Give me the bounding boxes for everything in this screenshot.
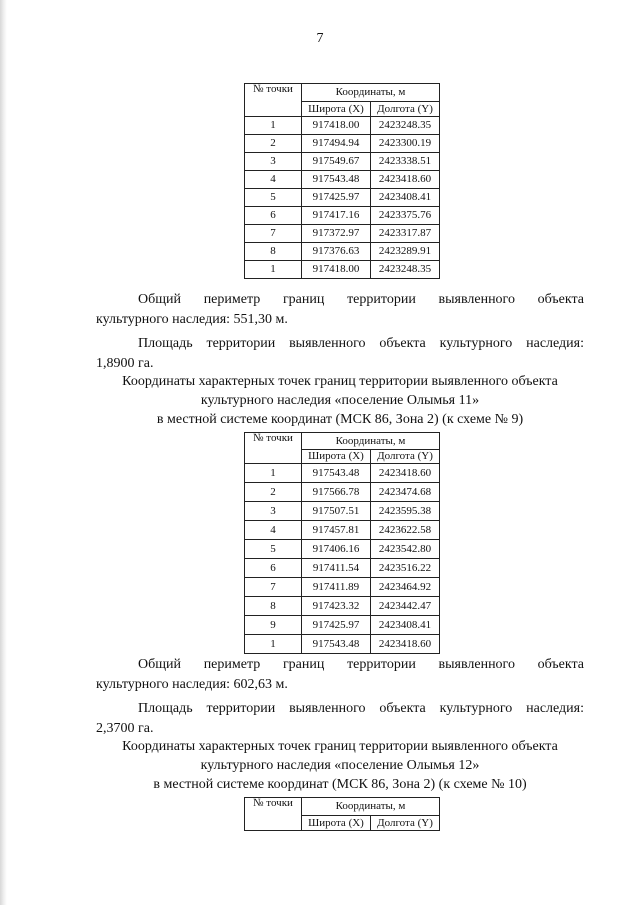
longitude-cell: 2423408.41 xyxy=(371,189,440,207)
point-number-cell: 1 xyxy=(245,635,302,654)
point-number-cell: 4 xyxy=(245,171,302,189)
scan-edge xyxy=(0,0,7,905)
table-row xyxy=(245,578,440,597)
longitude-cell: 2423516.22 xyxy=(371,559,440,578)
longitude-cell: 2423375.76 xyxy=(371,207,440,225)
longitude-cell: 2423418.60 xyxy=(371,464,440,483)
table-row xyxy=(245,243,440,261)
point-number-cell: 5 xyxy=(245,189,302,207)
point-number-cell: 8 xyxy=(245,243,302,261)
header-point: № точки xyxy=(245,433,302,464)
table-row xyxy=(245,540,440,559)
longitude-cell: 2423418.60 xyxy=(371,635,440,654)
latitude-cell: 917418.00 xyxy=(302,261,371,279)
longitude-cell: 2423248.35 xyxy=(371,117,440,135)
table-row xyxy=(245,559,440,578)
latitude-cell: 917549.67 xyxy=(302,153,371,171)
heading-line3: в местной системе координат (МСК 86, Зона 2) (к схеме № 10) xyxy=(153,777,527,792)
longitude-cell: 2423442.47 xyxy=(371,597,440,616)
heading-line2: культурного наследия «поселение Олымья 12» xyxy=(200,758,480,773)
page-number: 7 xyxy=(316,31,324,46)
point-number-cell: 6 xyxy=(245,207,302,225)
table-row xyxy=(245,225,440,243)
header-latitude: Широта (X) xyxy=(302,816,371,831)
header-point: № точки xyxy=(245,84,302,117)
latitude-cell: 917411.89 xyxy=(302,578,371,597)
point-number-cell: 2 xyxy=(245,483,302,502)
latitude-cell: 917376.63 xyxy=(302,243,371,261)
longitude-cell: 2423418.60 xyxy=(371,171,440,189)
table-row xyxy=(245,261,440,279)
header-point: № точки xyxy=(245,798,302,831)
longitude-cell: 2423464.92 xyxy=(371,578,440,597)
latitude-cell: 917372.97 xyxy=(302,225,371,243)
header-coordinates: Координаты, м xyxy=(302,433,440,450)
table-row xyxy=(245,483,440,502)
header-coordinates: Координаты, м xyxy=(302,84,440,102)
coordinates-table-1 xyxy=(244,83,440,279)
summary-paragraph-2 xyxy=(96,655,584,739)
point-number-cell: 3 xyxy=(245,153,302,171)
longitude-cell: 2423338.51 xyxy=(371,153,440,171)
header-coordinates: Координаты, м xyxy=(302,798,440,816)
heading-line3: в местной системе координат (МСК 86, Зона 2) (к схеме № 9) xyxy=(156,412,524,427)
table-row xyxy=(245,207,440,225)
heading-line1: Координаты характерных точек границ территории выявленного объекта xyxy=(122,739,558,754)
area-text-line2: 2,3700 га. xyxy=(96,721,154,736)
area-text-line2: 1,8900 га. xyxy=(96,356,154,371)
latitude-cell: 917543.48 xyxy=(302,635,371,654)
table-row xyxy=(245,171,440,189)
point-number-cell: 8 xyxy=(245,597,302,616)
point-number-cell: 5 xyxy=(245,540,302,559)
latitude-cell: 917507.51 xyxy=(302,502,371,521)
point-number-cell: 3 xyxy=(245,502,302,521)
perimeter-text-line1: Общий периметр границ территории выявленного объекта xyxy=(138,292,584,307)
point-number-cell: 7 xyxy=(245,578,302,597)
table-row xyxy=(245,616,440,635)
summary-paragraph-1 xyxy=(96,290,584,374)
longitude-cell: 2423474.68 xyxy=(371,483,440,502)
latitude-cell: 917406.16 xyxy=(302,540,371,559)
longitude-cell: 2423300.19 xyxy=(371,135,440,153)
header-longitude: Долгота (Y) xyxy=(371,450,440,464)
perimeter-text-line1: Общий периметр границ территории выявленного объекта xyxy=(138,657,584,672)
perimeter-text-line2: культурного наследия: 551,30 м. xyxy=(96,312,288,327)
longitude-cell: 2423595.38 xyxy=(371,502,440,521)
section-heading-olymya-11 xyxy=(80,372,600,429)
latitude-cell: 917417.16 xyxy=(302,207,371,225)
perimeter-text-line2: культурного наследия: 602,63 м. xyxy=(96,677,288,692)
latitude-cell: 917543.48 xyxy=(302,464,371,483)
section-heading-olymya-12 xyxy=(80,737,600,794)
header-latitude: Широта (X) xyxy=(302,102,371,117)
point-number-cell: 1 xyxy=(245,261,302,279)
table-row xyxy=(245,117,440,135)
latitude-cell: 917423.32 xyxy=(302,597,371,616)
point-number-cell: 7 xyxy=(245,225,302,243)
table-row xyxy=(245,464,440,483)
longitude-cell: 2423317.87 xyxy=(371,225,440,243)
table-row xyxy=(245,597,440,616)
heading-line2: культурного наследия «поселение Олымья 11» xyxy=(200,393,480,408)
latitude-cell: 917411.54 xyxy=(302,559,371,578)
latitude-cell: 917543.48 xyxy=(302,171,371,189)
area-text-line1: Площадь территории выявленного объекта культурного наследия: xyxy=(138,336,584,351)
header-latitude: Широта (X) xyxy=(302,450,371,464)
point-number-cell: 4 xyxy=(245,521,302,540)
table-row xyxy=(245,521,440,540)
longitude-cell: 2423248.35 xyxy=(371,261,440,279)
coordinates-table-3 xyxy=(244,797,440,831)
header-longitude: Долгота (Y) xyxy=(371,102,440,117)
longitude-cell: 2423408.41 xyxy=(371,616,440,635)
longitude-cell: 2423289.91 xyxy=(371,243,440,261)
longitude-cell: 2423622.58 xyxy=(371,521,440,540)
point-number-cell: 2 xyxy=(245,135,302,153)
latitude-cell: 917418.00 xyxy=(302,117,371,135)
point-number-cell: 9 xyxy=(245,616,302,635)
table-row xyxy=(245,635,440,654)
table-row xyxy=(245,153,440,171)
point-number-cell: 1 xyxy=(245,117,302,135)
table-row xyxy=(245,502,440,521)
latitude-cell: 917494.94 xyxy=(302,135,371,153)
point-number-cell: 6 xyxy=(245,559,302,578)
latitude-cell: 917425.97 xyxy=(302,189,371,207)
latitude-cell: 917425.97 xyxy=(302,616,371,635)
heading-line1: Координаты характерных точек границ территории выявленного объекта xyxy=(122,374,558,389)
point-number-cell: 1 xyxy=(245,464,302,483)
table-row xyxy=(245,135,440,153)
table-row xyxy=(245,189,440,207)
longitude-cell: 2423542.80 xyxy=(371,540,440,559)
header-longitude: Долгота (Y) xyxy=(371,816,440,831)
latitude-cell: 917566.78 xyxy=(302,483,371,502)
latitude-cell: 917457.81 xyxy=(302,521,371,540)
area-text-line1: Площадь территории выявленного объекта культурного наследия: xyxy=(138,701,584,716)
coordinates-table-2 xyxy=(244,432,440,654)
